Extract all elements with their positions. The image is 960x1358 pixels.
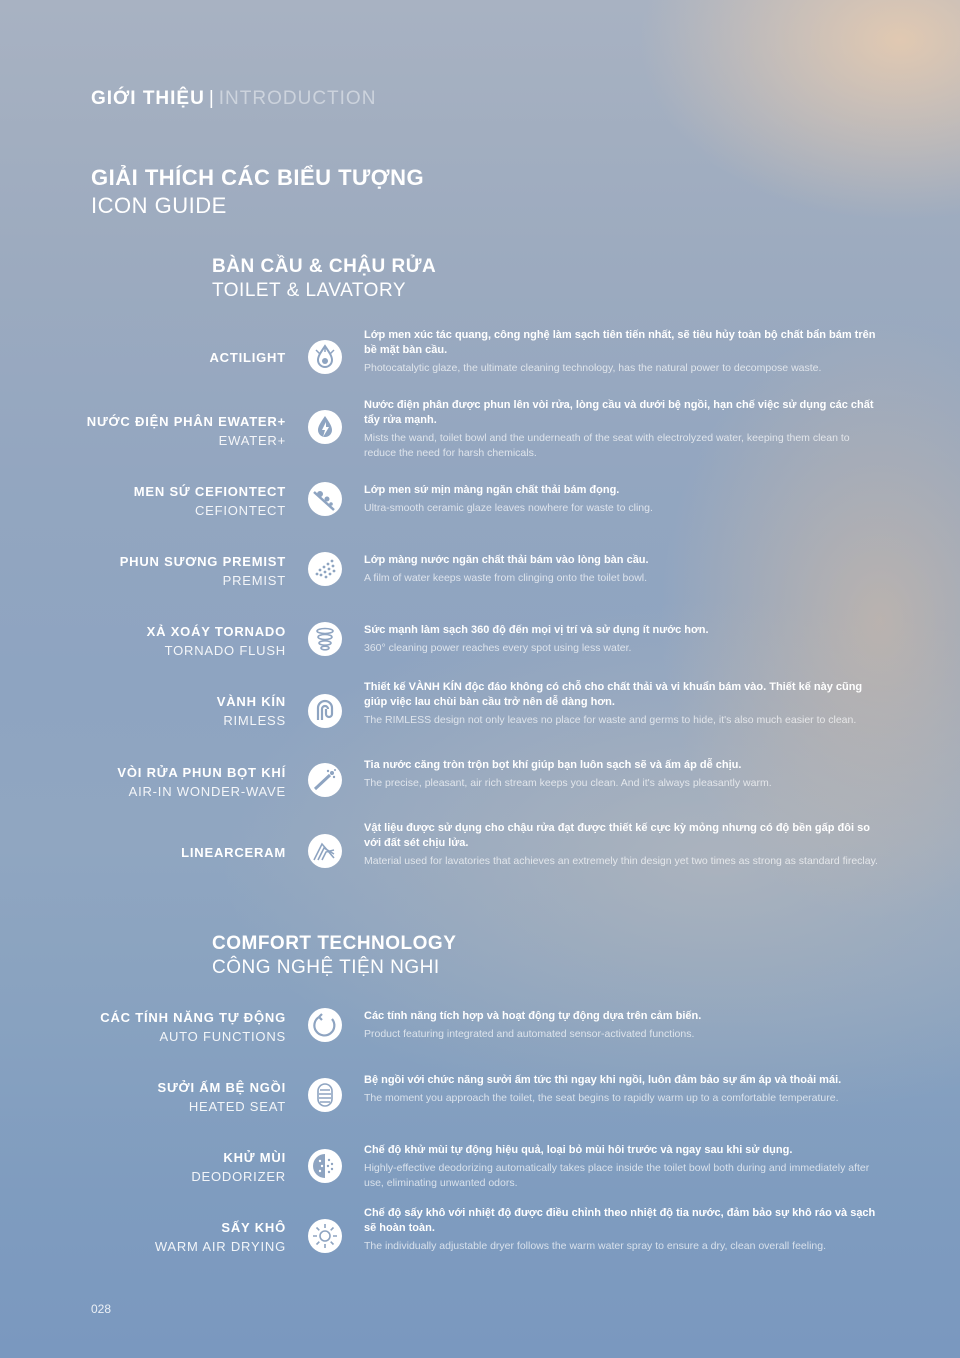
- group-heading-en: TOILET & LAVATORY: [212, 280, 407, 301]
- item-label-en: AUTO FUNCTIONS: [159, 1029, 286, 1044]
- item-description-en: A film of water keeps waste from clinging onto the toilet bowl.: [364, 572, 648, 584]
- item-description-en: 360° cleaning power reaches every spot using less water.: [364, 642, 632, 654]
- item-label-en: EWATER+: [218, 433, 286, 448]
- item-description-vi: Các tính năng tích hợp và hoạt động tự động dựa trên cảm biến.: [364, 1010, 702, 1022]
- item-description-vi: Lớp màng nước ngăn chất thải bám vào lòng bàn cầu.: [364, 554, 649, 566]
- item-description-vi: Lớp men sứ mịn màng ngăn chất thải bám đọng.: [364, 484, 620, 496]
- tornado-icon: [308, 622, 342, 656]
- item-description-en: The RIMLESS design not only leaves no place for waste and germs to hide, it's also much easier to clean.: [364, 714, 857, 726]
- cefiontect-icon: [308, 482, 342, 516]
- item-description-en: The precise, pleasant, air rich stream keeps you clean. And it's always pleasantly warm.: [364, 777, 772, 789]
- item-label: [46, 763, 286, 801]
- item-label-en: WARM AIR DRYING: [154, 1239, 286, 1254]
- item-label: [46, 348, 286, 367]
- item-description-en: Product featuring integrated and automated sensor-activated functions.: [364, 1028, 695, 1040]
- item-description-en: The moment you approach the toilet, the seat begins to rapidly warm up to a comfortable temperature.: [364, 1092, 839, 1104]
- premist-icon: [308, 552, 342, 586]
- item-label-en: DEODORIZER: [191, 1169, 286, 1184]
- item-label-en: RIMLESS: [223, 713, 286, 728]
- item-label-vi: MEN SỨ CEFIONTECT: [133, 484, 286, 499]
- item-label-vi: ACTILIGHT: [209, 350, 286, 365]
- item-label: [46, 552, 286, 590]
- item-label-vi: XẢ XOÁY TORNADO: [146, 624, 286, 639]
- section-header-separator: |: [208, 88, 215, 109]
- deodorizer-icon: [308, 1149, 342, 1183]
- group-heading-en: CÔNG NGHỆ TIỆN NGHI: [212, 957, 440, 978]
- item-label: [46, 1148, 286, 1186]
- item-label: [46, 482, 286, 520]
- item-description-en: Highly-effective deodorizing automatically takes place inside the toilet bowl both during and immediately after use, eliminating unwanted odors.: [364, 1162, 870, 1189]
- item-description-en: The individually adjustable dryer follows the warm water spray to ensure a dry, clean overall feeling.: [364, 1240, 827, 1252]
- item-description: [364, 1009, 884, 1042]
- item-description: [364, 758, 884, 791]
- item-description-vi: Nước điện phân được phun lên vòi rửa, lòng cầu và dưới bệ ngồi, hạn chế việc sử dụng các chất tẩy rửa mạnh.: [364, 399, 874, 426]
- item-label-en: AIR-IN WONDER-WAVE: [128, 784, 286, 799]
- section-header: [91, 88, 376, 110]
- item-label-vi: LINEARCERAM: [181, 845, 286, 860]
- item-description: [364, 1143, 884, 1190]
- page-title-en: ICON GUIDE: [91, 193, 227, 218]
- item-label-vi: VÒI RỬA PHUN BỌT KHÍ: [117, 765, 286, 780]
- heated-seat-icon: [308, 1078, 342, 1112]
- item-description-en: Mists the wand, toilet bowl and the underneath of the seat with electrolyzed water, keeping them clean to reduce the need for harsh chemicals.: [364, 432, 850, 459]
- item-description: [364, 328, 884, 376]
- actilight-icon: [308, 340, 342, 374]
- item-description: [364, 483, 884, 516]
- page-title-vi: GIẢI THÍCH CÁC BIỂU TƯỢNG: [91, 165, 425, 190]
- ewater-icon: [308, 410, 342, 444]
- item-label-vi: SẤY KHÔ: [221, 1220, 286, 1235]
- auto-functions-icon: [308, 1008, 342, 1042]
- item-label-en: PREMIST: [222, 573, 286, 588]
- item-description-vi: Thiết kế VÀNH KÍN độc đáo không có chỗ cho chất thải và vi khuẩn bám vào. Thiết kế này cũng giúp việc lau chùi bàn cầu trở nên dễ dàng hơn.: [364, 681, 863, 708]
- page-title: [91, 165, 424, 219]
- item-label-vi: NƯỚC ĐIỆN PHÂN EWATER+: [86, 414, 286, 429]
- item-description: [364, 1073, 884, 1106]
- item-description: [364, 623, 884, 656]
- item-label: [46, 843, 286, 862]
- item-description: [364, 1206, 884, 1254]
- group-heading-vi: BÀN CẦU & CHẬU RỬA: [212, 256, 437, 277]
- item-label: [46, 622, 286, 660]
- group-heading-comfort-technology: [212, 933, 456, 979]
- item-description-en: Material used for lavatories that achieves an extremely thin design yet two times as strong as standard fireclay.: [364, 855, 878, 867]
- item-description-vi: Chế độ khử mùi tự động hiệu quả, loại bỏ mùi hôi trước và ngay sau khi sử dụng.: [364, 1144, 793, 1156]
- item-description-en: Photocatalytic glaze, the ultimate cleaning technology, has the natural power to decompose waste.: [364, 362, 822, 374]
- section-header-en: INTRODUCTION: [218, 88, 377, 109]
- item-description: [364, 398, 884, 460]
- wonder-wave-icon: [308, 763, 342, 797]
- item-label-en: HEATED SEAT: [188, 1099, 286, 1114]
- linearceram-icon: [308, 834, 342, 868]
- item-label-vi: VÀNH KÍN: [216, 694, 286, 709]
- item-label: [46, 1218, 286, 1256]
- item-description: [364, 821, 884, 869]
- item-label: [46, 692, 286, 730]
- item-label: [46, 1078, 286, 1116]
- item-label-vi: CÁC TÍNH NĂNG TỰ ĐỘNG: [100, 1010, 286, 1025]
- item-label-en: TORNADO FLUSH: [164, 643, 286, 658]
- item-description: [364, 553, 884, 586]
- item-label: [46, 412, 286, 450]
- item-label-vi: SƯỞI ẤM BỆ NGỒI: [157, 1080, 286, 1095]
- page-number: 028: [91, 1302, 112, 1316]
- group-heading-toilet-lavatory: [212, 256, 436, 302]
- item-description-vi: Chế độ sấy khô với nhiệt độ được điều chỉnh theo nhiệt độ tia nước, đảm bảo sự khô ráo và sạch sẽ hoàn toàn.: [364, 1207, 876, 1234]
- item-label-vi: KHỬ MÙI: [223, 1150, 286, 1165]
- item-description: [364, 680, 884, 728]
- item-description-vi: Vật liệu được sử dụng cho chậu rửa đạt được thiết kế cực kỳ mỏng nhưng có độ bền gấp đôi so với đất sét chịu lửa.: [364, 822, 870, 849]
- item-label: [46, 1008, 286, 1046]
- item-description-vi: Sức mạnh làm sạch 360 độ đến mọi vị trí và sử dụng ít nước hơn.: [364, 624, 709, 636]
- section-header-vi: GIỚI THIỆU: [91, 88, 205, 109]
- item-description-vi: Bệ ngồi với chức năng sưởi ấm tức thì ngay khi ngồi, luôn đảm bảo sự ấm áp và thoải mái.: [364, 1074, 842, 1086]
- group-heading-vi: COMFORT TECHNOLOGY: [212, 933, 457, 954]
- item-label-vi: PHUN SƯƠNG PREMIST: [119, 554, 286, 569]
- item-description-vi: Tia nước căng tròn trộn bọt khí giúp bạn luôn sạch sẽ và ấm áp dễ chịu.: [364, 759, 742, 771]
- warm-air-drying-icon: [308, 1219, 342, 1253]
- item-label-en: CEFIONTECT: [194, 503, 286, 518]
- item-description-vi: Lớp men xúc tác quang, công nghệ làm sạch tiên tiến nhất, sẽ tiêu hủy toàn bộ chất bẩn bám trên bề mặt bàn cầu.: [364, 329, 876, 356]
- item-description-en: Ultra-smooth ceramic glaze leaves nowhere for waste to cling.: [364, 502, 653, 514]
- rimless-icon: [308, 694, 342, 728]
